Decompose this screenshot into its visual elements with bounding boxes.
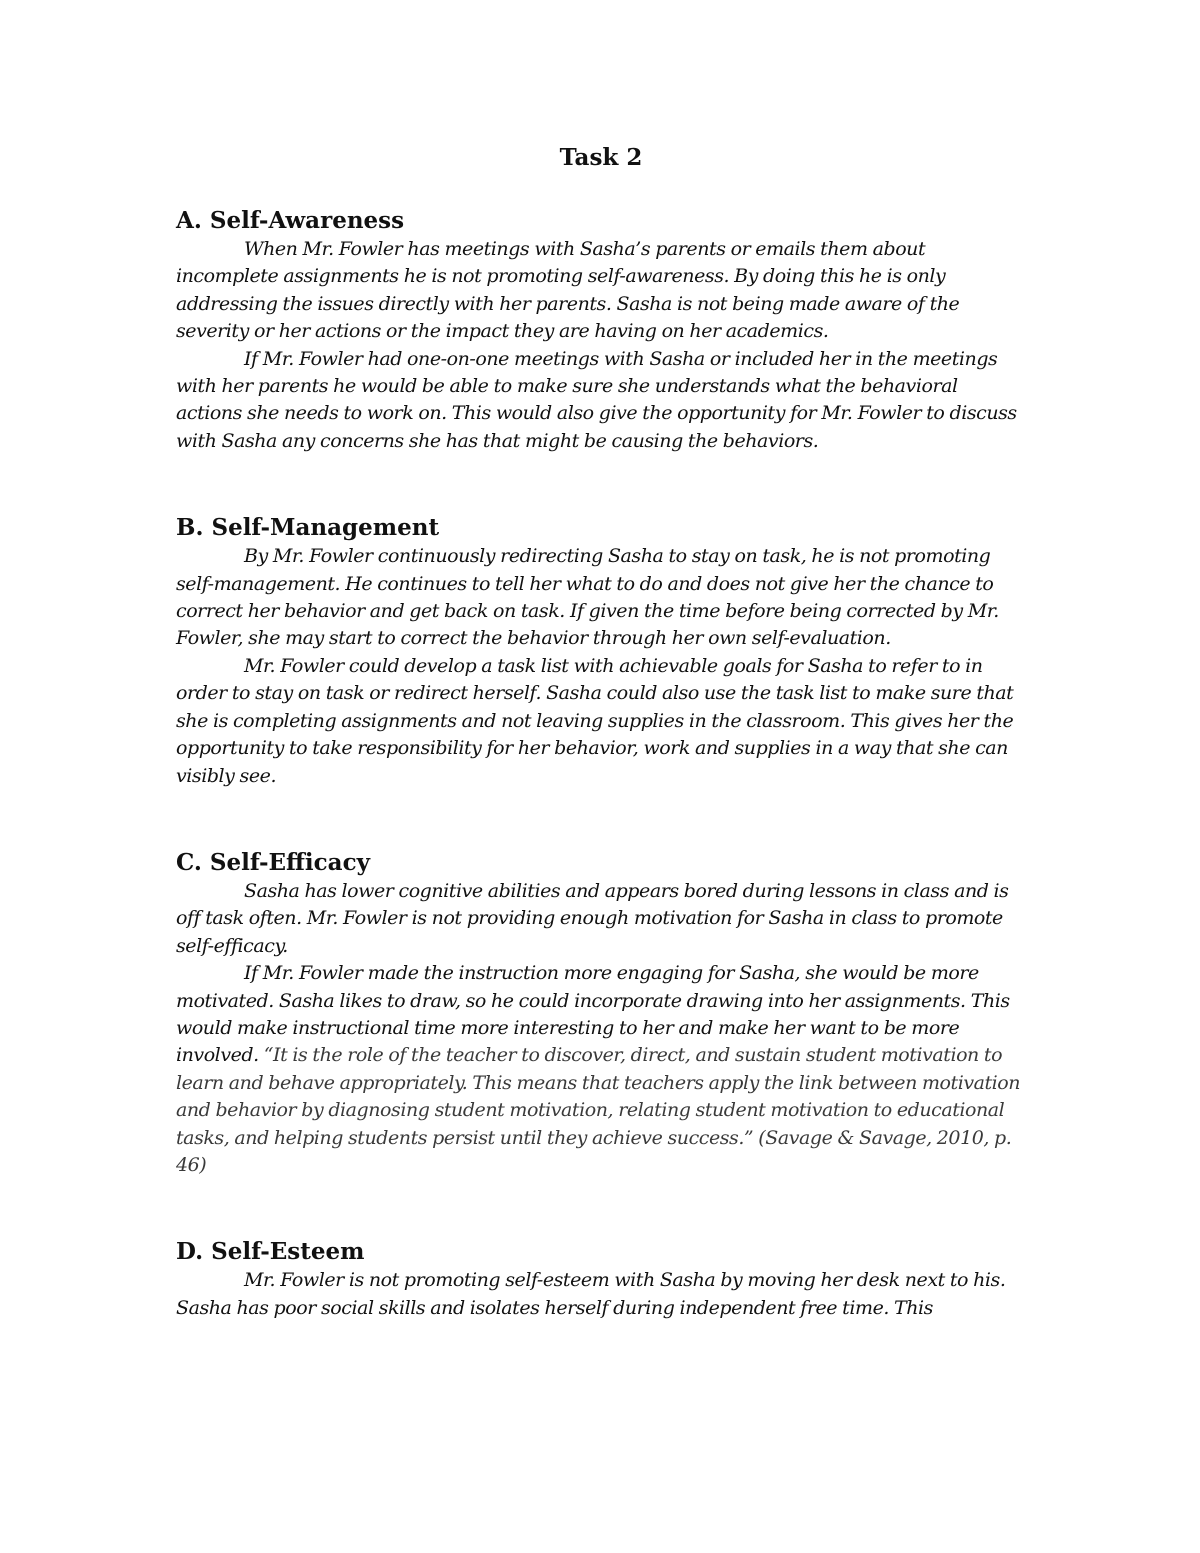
paragraph: If Mr. Fowler had one-on-one meetings with Sasha or included her in the meetings with her parents he would be able to make sure she understands what the behavioral actions she needs to work on. This would also give the opportunity for Mr. Fowler to discuss with Sasha any concerns she has that might be causing the behaviors.	[176, 347, 1017, 452]
document-title: Task 2	[559, 144, 643, 171]
paragraph: Mr. Fowler is not promoting self-esteem with Sasha by moving her desk next to his. Sasha has poor social skills and isolates herself during independent free time. This	[176, 1269, 1006, 1319]
section-self-efficacy	[176, 848, 1026, 1179]
paragraph: Mr. Fowler could develop a task list with achievable goals for Sasha to refer to in order to stay on task or redirect herself. Sasha could also use the task list to make sure that she is completing assignments and not leaving supplies in the classroom. This gives her the opportunity to take responsibility for her behavior, work and supplies in a way that she can visibly see.	[176, 654, 1014, 787]
section-self-management	[176, 513, 1026, 790]
section-heading: C. Self-Efficacy	[176, 848, 370, 876]
citation-quote: “It is the role of the teacher to discover, direct, and sustain student motivation to learn and behave appropriately. This means that teachers apply the link between motivation and behavior by diagnosing student motivation, relating student motivation to educational tasks, and helping students persist until they achieve success.” (Savage & Savage, 2010, p. 46)	[176, 1044, 1021, 1176]
section-heading: A. Self-Awareness	[176, 207, 405, 234]
paragraph-with-quote	[176, 960, 1026, 1179]
document-body	[176, 140, 1026, 1380]
paragraph: When Mr. Fowler has meetings with Sasha’s parents or emails them about incomplete assignments he is not promoting self-awareness. By doing this he is only addressing the issues directly with her parents. Sasha is not being made aware of the severity or her actions or the impact they are having on her academics.	[176, 238, 960, 343]
section-heading: D. Self-Esteem	[176, 1238, 365, 1266]
paragraph-text: If Mr. Fowler made the instruction more engaging for Sasha, she would be more motivated. Sasha likes to draw, so he could incorporate drawing into her assignments. This would make instructional time more interesting to her and make her want to be more involved.	[176, 962, 1010, 1067]
section-self-esteem	[176, 1237, 1026, 1322]
paragraph: Sasha has lower cognitive abilities and appears bored during lessons in class and is off task often. Mr. Fowler is not providing enough motivation for Sasha in class to promote self-efficacy.	[176, 879, 1009, 957]
section-heading: B. Self-Management	[176, 514, 440, 542]
paragraph: By Mr. Fowler continuously redirecting Sasha to stay on task, he is not promoting self-management. He continues to tell her what to do and does not give her the chance to correct her behavior and get back on task. If given the time before being corrected by Mr. Fowler, she may start to correct the behavior through her own self-evaluation.	[176, 545, 999, 650]
section-self-awareness	[176, 206, 1026, 455]
